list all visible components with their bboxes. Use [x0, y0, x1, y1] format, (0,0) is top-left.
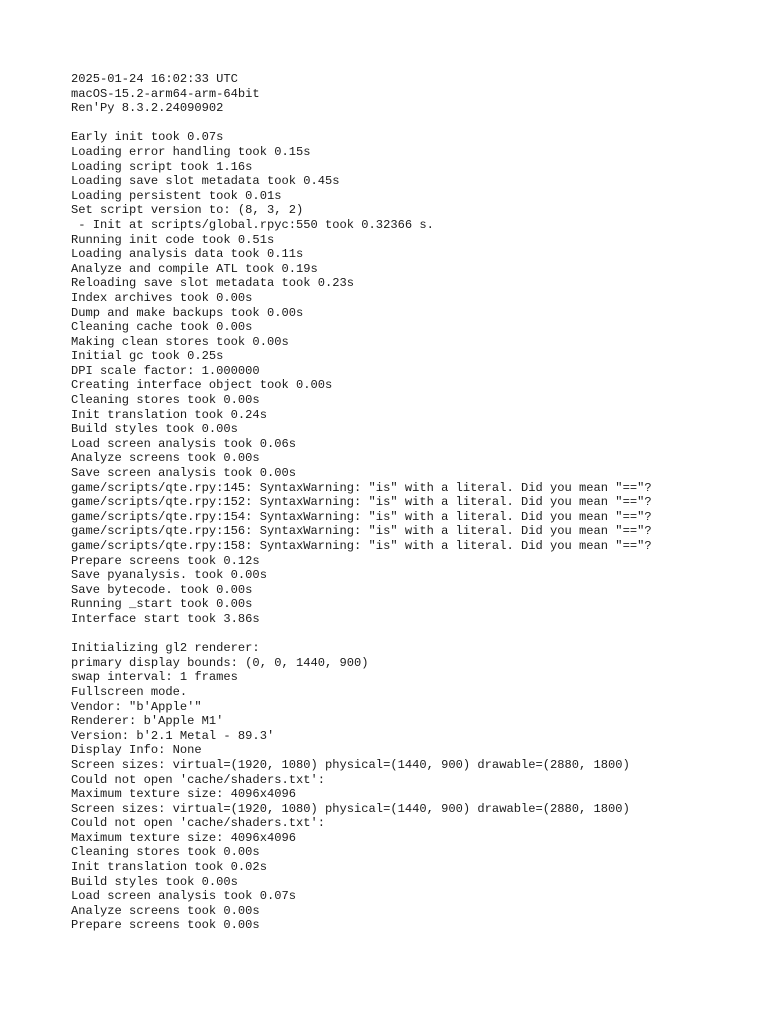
- log-line: Cleaning stores took 0.00s: [71, 845, 260, 860]
- log-line: Set script version to: (8, 3, 2): [71, 203, 304, 218]
- log-line: Load screen analysis took 0.06s: [71, 436, 296, 451]
- log-line: game/scripts/qte.rpy:158: SyntaxWarning: "is" with a literal. Did you mean "=="?: [71, 539, 652, 553]
- log-line: Init translation took 0.02s: [71, 860, 267, 875]
- log-line: Prepare screens took 0.12s: [71, 553, 260, 568]
- log-line: [71, 627, 652, 642]
- log-line: Build styles took 0.00s: [71, 422, 238, 437]
- log-line: Screen sizes: virtual=(1920, 1080) physical=(1440, 900) drawable=(2880, 1800): [71, 757, 630, 772]
- log-line: Maximum texture size: 4096x4096: [71, 830, 296, 845]
- log-line: Making clean stores took 0.00s: [71, 334, 289, 349]
- log-line: Index archives took 0.00s: [71, 290, 253, 305]
- log-line: Creating interface object took 0.00s: [71, 378, 333, 393]
- log-line: Save screen analysis took 0.00s: [71, 466, 296, 481]
- log-line: Init translation took 0.24s: [71, 407, 267, 422]
- log-line: Vendor: "b'Apple'": [71, 699, 202, 714]
- log-line: Cleaning stores took 0.00s: [71, 393, 260, 408]
- log-line: Fullscreen mode.: [71, 684, 188, 699]
- log-line: Dump and make backups took 0.00s: [71, 305, 304, 320]
- log-text: [71, 72, 652, 933]
- log-line: Maximum texture size: 4096x4096: [71, 787, 296, 802]
- log-line: Version: b'2.1 Metal - 89.3': [71, 728, 275, 743]
- log-line: primary display bounds: (0, 0, 1440, 900): [71, 655, 369, 670]
- log-line: Save bytecode. took 0.00s: [71, 582, 253, 597]
- log-line: Screen sizes: virtual=(1920, 1080) physical=(1440, 900) drawable=(2880, 1800): [71, 801, 630, 816]
- log-line: DPI scale factor: 1.000000: [71, 363, 260, 378]
- log-line: game/scripts/qte.rpy:152: SyntaxWarning: "is" with a literal. Did you mean "=="?: [71, 495, 652, 510]
- log-line: Loading analysis data took 0.11s: [71, 247, 304, 262]
- log-line: Early init took 0.07s: [71, 130, 224, 145]
- log-line: Running _start took 0.00s: [71, 597, 253, 612]
- log-line: Reloading save slot metadata took 0.23s: [71, 276, 355, 291]
- log-line: Analyze screens took 0.00s: [71, 903, 260, 918]
- log-line: [71, 116, 652, 131]
- log-line: macOS-15.2-arm64-arm-64bit: [71, 86, 260, 101]
- log-line: Loading error handling took 0.15s: [71, 144, 311, 159]
- log-line: Initial gc took 0.25s: [71, 349, 224, 364]
- log-line: swap interval: 1 frames: [71, 670, 238, 685]
- log-line: game/scripts/qte.rpy:154: SyntaxWarning: "is" with a literal. Did you mean "=="?: [71, 509, 652, 524]
- log-line: Ren'Py 8.3.2.24090902: [71, 101, 224, 116]
- log-line: Loading save slot metadata took 0.45s: [71, 174, 340, 189]
- log-line: Interface start took 3.86s: [71, 611, 260, 626]
- log-line: game/scripts/qte.rpy:145: SyntaxWarning: "is" with a literal. Did you mean "=="?: [71, 480, 652, 495]
- log-line: game/scripts/qte.rpy:156: SyntaxWarning: "is" with a literal. Did you mean "=="?: [71, 524, 652, 539]
- log-line: Load screen analysis took 0.07s: [71, 889, 296, 904]
- log-line: Display Info: None: [71, 743, 202, 758]
- log-line: Analyze and compile ATL took 0.19s: [71, 261, 318, 276]
- log-line: Analyze screens took 0.00s: [71, 451, 260, 466]
- log-line: Could not open 'cache/shaders.txt':: [71, 772, 326, 787]
- log-line: Cleaning cache took 0.00s: [71, 320, 253, 335]
- log-line: Renderer: b'Apple M1': [71, 714, 224, 729]
- log-line: Build styles took 0.00s: [71, 874, 238, 889]
- log-line: Loading script took 1.16s: [71, 159, 253, 174]
- log-line: Running init code took 0.51s: [71, 232, 275, 247]
- log-line: Loading persistent took 0.01s: [71, 188, 282, 203]
- log-line: Could not open 'cache/shaders.txt':: [71, 816, 326, 831]
- log-line: Prepare screens took 0.00s: [71, 918, 260, 933]
- log-line: - Init at scripts/global.rpyc:550 took 0.32366 s.: [71, 217, 434, 232]
- log-line: 2025-01-24 16:02:33 UTC: [71, 72, 238, 86]
- log-line: Save pyanalysis. took 0.00s: [71, 568, 267, 583]
- log-line: Initializing gl2 renderer:: [71, 641, 260, 656]
